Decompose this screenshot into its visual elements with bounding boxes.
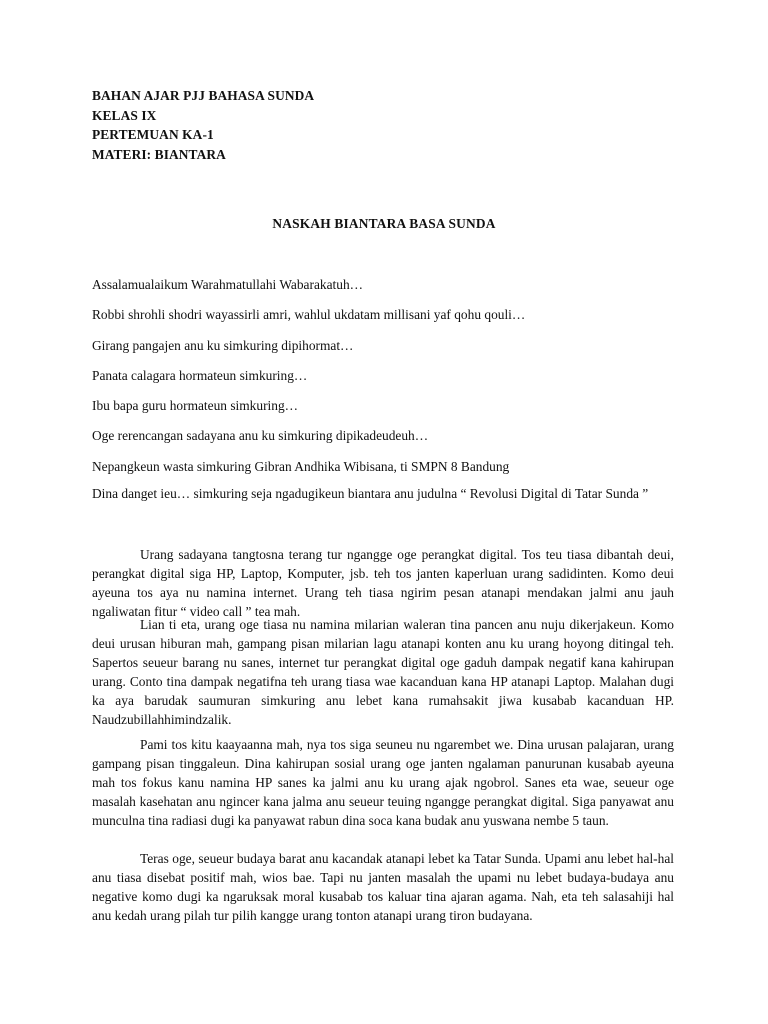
- speech-intro: Dina danget ieu… simkuring seja ngadugikeun biantara anu judulna “ Revolusi Digital di Tatar Sunda ”: [92, 486, 649, 501]
- header-line-subject: BAHAN AJAR PJJ BAHASA SUNDA: [92, 88, 315, 103]
- opening-greetings: [92, 276, 682, 488]
- greeting-line: Girang pangajen anu ku simkuring dipihormat…: [92, 337, 354, 353]
- greeting-line: Assalamualaikum Warahmatullahi Wabarakatuh…: [92, 277, 364, 292]
- greeting-line: Robbi shrohli shodri wayassirli amri, wahlul ukdatam millisani yaf qohu qouli…: [92, 307, 526, 323]
- body-paragraph: Teras oge, seueur budaya barat anu kacandak atanapi lebet ka Tatar Sunda. Upami anu lebet hal-hal anu tiasa disebat positif mah, wios bae. Tapi nu janten masalah the upami nu lebet budaya-budaya anu negative komo dugi ka ngaruksak moral kusabab tos kaluar tina ajaran agama. Nah, eta teh salasahiji hal anu kedah urang pilah tur pilih kangge urang tonton atanapi urang tiron budayana.: [92, 851, 674, 924]
- body-paragraph: Pami tos kitu kaayaanna mah, nya tos siga seuneu nu ngarembet we. Dina urusan palajaran, urang gampang pisan tinggaleun. Dina kahirupan sosial urang oge janten ngalaman panurunan kusabab ayeuna mah tos fokus kanu namina HP sanes ka jalmi anu ku urang ajak ngobrol. Sanes eta wae, seueur oge masalah kasehatan anu ngincer kana jalma anu seueur teuing ngangge perangkat digital. Siga panyawat anu munculna tina radiasi dugi ka panyawat rabun dina soca kana budak anu yuswana nembe 5 taun.: [92, 737, 674, 829]
- greeting-line: Oge rerencangan sadayana anu ku simkuring dipikadeudeuh…: [92, 428, 429, 444]
- document-title: NASKAH BIANTARA BASA SUNDA: [272, 216, 496, 231]
- header-line-material: MATERI: BIANTARA: [92, 146, 226, 162]
- greeting-line: Nepangkeun wasta simkuring Gibran Andhika Wibisana, ti SMPN 8 Bandung: [92, 458, 510, 474]
- body-paragraph: Lian ti eta, urang oge tiasa nu namina milarian waleran tina pancen anu nuju dikerjakeun. Komo deui urusan hiburan mah, gampang pisan milarian lagu atanapi konten anu ku urang hoyong ditingal teh. Sapertos seueur barang nu sanes, internet tur perangkat digital oge gaduh dampak negatif kana kahirupan urang. Conto tina dampak negatifna teh urang tiasa wae kacanduan kana HP atanapi Laptop. Malahan dugi ka aya barudak saumuran simkuring anu lebet kana rumahsakit jiwa kusabab kacanduan HP. Naudzubillahhimindzalik.: [92, 617, 674, 728]
- header-line-class: KELAS IX: [92, 107, 157, 123]
- body-paragraph: Urang sadayana tangtosna terang tur ngangge oge perangkat digital. Tos teu tiasa dibantah deui, perangkat digital siga HP, Laptop, Komputer, jsb. teh tos janten kaperluan urang sadidinten. Komo deui ayeuna tos aya nu namina internet. Urang teh tiasa ngirim pesan atanapi mendakan jalmi anu jauh ngaliwatan fitur “ video call ” tea mah.: [92, 547, 674, 620]
- document-header: [92, 86, 314, 164]
- greeting-line: Panata calagara hormateun simkuring…: [92, 367, 308, 383]
- header-line-meeting: PERTEMUAN KA-1: [92, 127, 214, 143]
- greeting-line: Ibu bapa guru hormateun simkuring…: [92, 398, 299, 414]
